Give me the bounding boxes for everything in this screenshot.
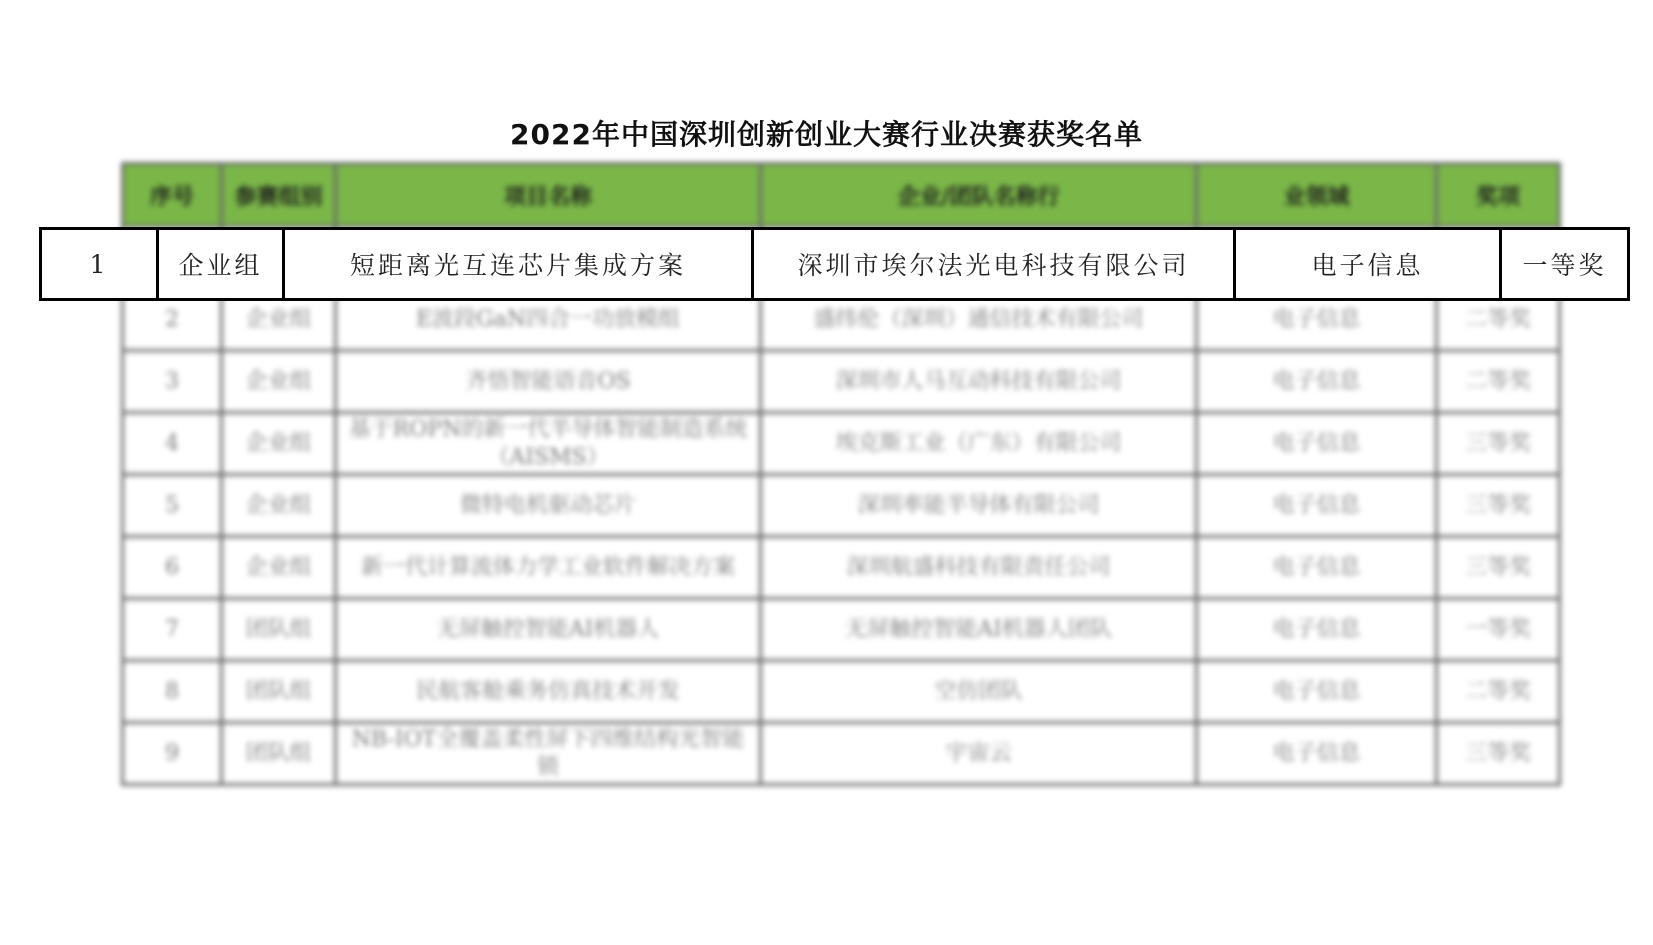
cell-award: 二等奖 bbox=[1437, 661, 1560, 723]
cell-award: 三等奖 bbox=[1437, 475, 1560, 537]
cell-award: 三等奖 bbox=[1437, 537, 1560, 599]
cell-company: 无屏触控智能AI机器人团队 bbox=[761, 599, 1197, 661]
cell-project: 齐悟智能语音OS bbox=[336, 351, 761, 413]
header-field: 业领域 bbox=[1197, 164, 1437, 227]
cell-award: 二等奖 bbox=[1437, 289, 1560, 351]
cell-no: 2 bbox=[123, 289, 222, 351]
cell-group: 团队组 bbox=[222, 599, 336, 661]
highlighted-cell-field: 电子信息 bbox=[1236, 230, 1502, 298]
cell-group: 企业组 bbox=[222, 537, 336, 599]
highlighted-cell-company: 深圳市埃尔法光电科技有限公司 bbox=[754, 230, 1236, 298]
cell-no: 9 bbox=[123, 723, 222, 785]
cell-company: 盛纬伦（深圳）通信技术有限公司 bbox=[761, 289, 1197, 351]
highlighted-cell-award: 一等奖 bbox=[1522, 251, 1607, 280]
header-no: 序号 bbox=[123, 164, 222, 227]
cell-group: 团队组 bbox=[222, 723, 336, 785]
cell-award: 三等奖 bbox=[1437, 413, 1560, 475]
cell-company: 深圳市人马互动科技有限公司 bbox=[761, 351, 1197, 413]
highlighted-cell-no: 1 bbox=[42, 230, 159, 298]
cell-no: 8 bbox=[123, 661, 222, 723]
cell-no: 7 bbox=[123, 599, 222, 661]
cell-group: 企业组 bbox=[222, 351, 336, 413]
cell-project: NB-IOT全覆盖柔性屏下四维结构光智能锁 bbox=[336, 723, 761, 785]
cell-company: 深圳率能半导体有限公司 bbox=[761, 475, 1197, 537]
table-row bbox=[123, 723, 1560, 785]
table-header-row bbox=[123, 164, 1560, 227]
table-row bbox=[123, 599, 1560, 661]
cell-field: 电子信息 bbox=[1197, 475, 1437, 537]
page-title: 2022年中国深圳创新创业大赛行业决赛获奖名单 bbox=[510, 118, 1143, 151]
highlighted-cell-group: 企业组 bbox=[159, 230, 285, 298]
cell-field: 电子信息 bbox=[1197, 537, 1437, 599]
cell-project: 无屏触控智能AI机器人 bbox=[336, 599, 761, 661]
cell-no: 6 bbox=[123, 537, 222, 599]
cell-award: 一等奖 bbox=[1437, 599, 1560, 661]
cell-group: 企业组 bbox=[222, 413, 336, 475]
cell-project: 新一代计算流体力学工业软件解决方案 bbox=[336, 537, 761, 599]
cell-group: 企业组 bbox=[222, 289, 336, 351]
cell-field: 电子信息 bbox=[1197, 289, 1437, 351]
cell-field: 电子信息 bbox=[1197, 599, 1437, 661]
cell-group: 团队组 bbox=[222, 661, 336, 723]
cell-field: 电子信息 bbox=[1197, 413, 1437, 475]
cell-project: 微特电机驱动芯片 bbox=[336, 475, 761, 537]
header-company: 企业/团队名称行 bbox=[761, 164, 1197, 227]
table-row bbox=[123, 475, 1560, 537]
cell-no: 3 bbox=[123, 351, 222, 413]
table-row bbox=[123, 351, 1560, 413]
cell-project: 民航客舱乘务仿真技术开发 bbox=[336, 661, 761, 723]
highlighted-row bbox=[39, 227, 1630, 301]
cell-group: 企业组 bbox=[222, 475, 336, 537]
cell-field: 电子信息 bbox=[1197, 661, 1437, 723]
cell-company: 宇宙云 bbox=[761, 723, 1197, 785]
cell-field: 电子信息 bbox=[1197, 723, 1437, 785]
cell-project: E波段GaN四合一功放模组 bbox=[336, 289, 761, 351]
header-award: 奖项 bbox=[1437, 164, 1560, 227]
cell-project: 基于ROPN的新一代半导体智能制造系统（AISMS） bbox=[336, 413, 761, 475]
table-row bbox=[123, 661, 1560, 723]
cell-award: 二等奖 bbox=[1437, 351, 1560, 413]
table-row bbox=[123, 413, 1560, 475]
cell-no: 5 bbox=[123, 475, 222, 537]
header-project: 项目名称 bbox=[336, 164, 761, 227]
cell-company: 埃克斯工业（广东）有限公司 bbox=[761, 413, 1197, 475]
header-group: 参赛组别 bbox=[222, 164, 336, 227]
cell-company: 空仿团队 bbox=[761, 661, 1197, 723]
table-row bbox=[123, 537, 1560, 599]
cell-award: 三等奖 bbox=[1437, 723, 1560, 785]
cell-field: 电子信息 bbox=[1197, 351, 1437, 413]
cell-company: 深圳航盛科技有限责任公司 bbox=[761, 537, 1197, 599]
cell-no: 4 bbox=[123, 413, 222, 475]
highlighted-cell-project: 短距离光互连芯片集成方案 bbox=[285, 230, 754, 298]
